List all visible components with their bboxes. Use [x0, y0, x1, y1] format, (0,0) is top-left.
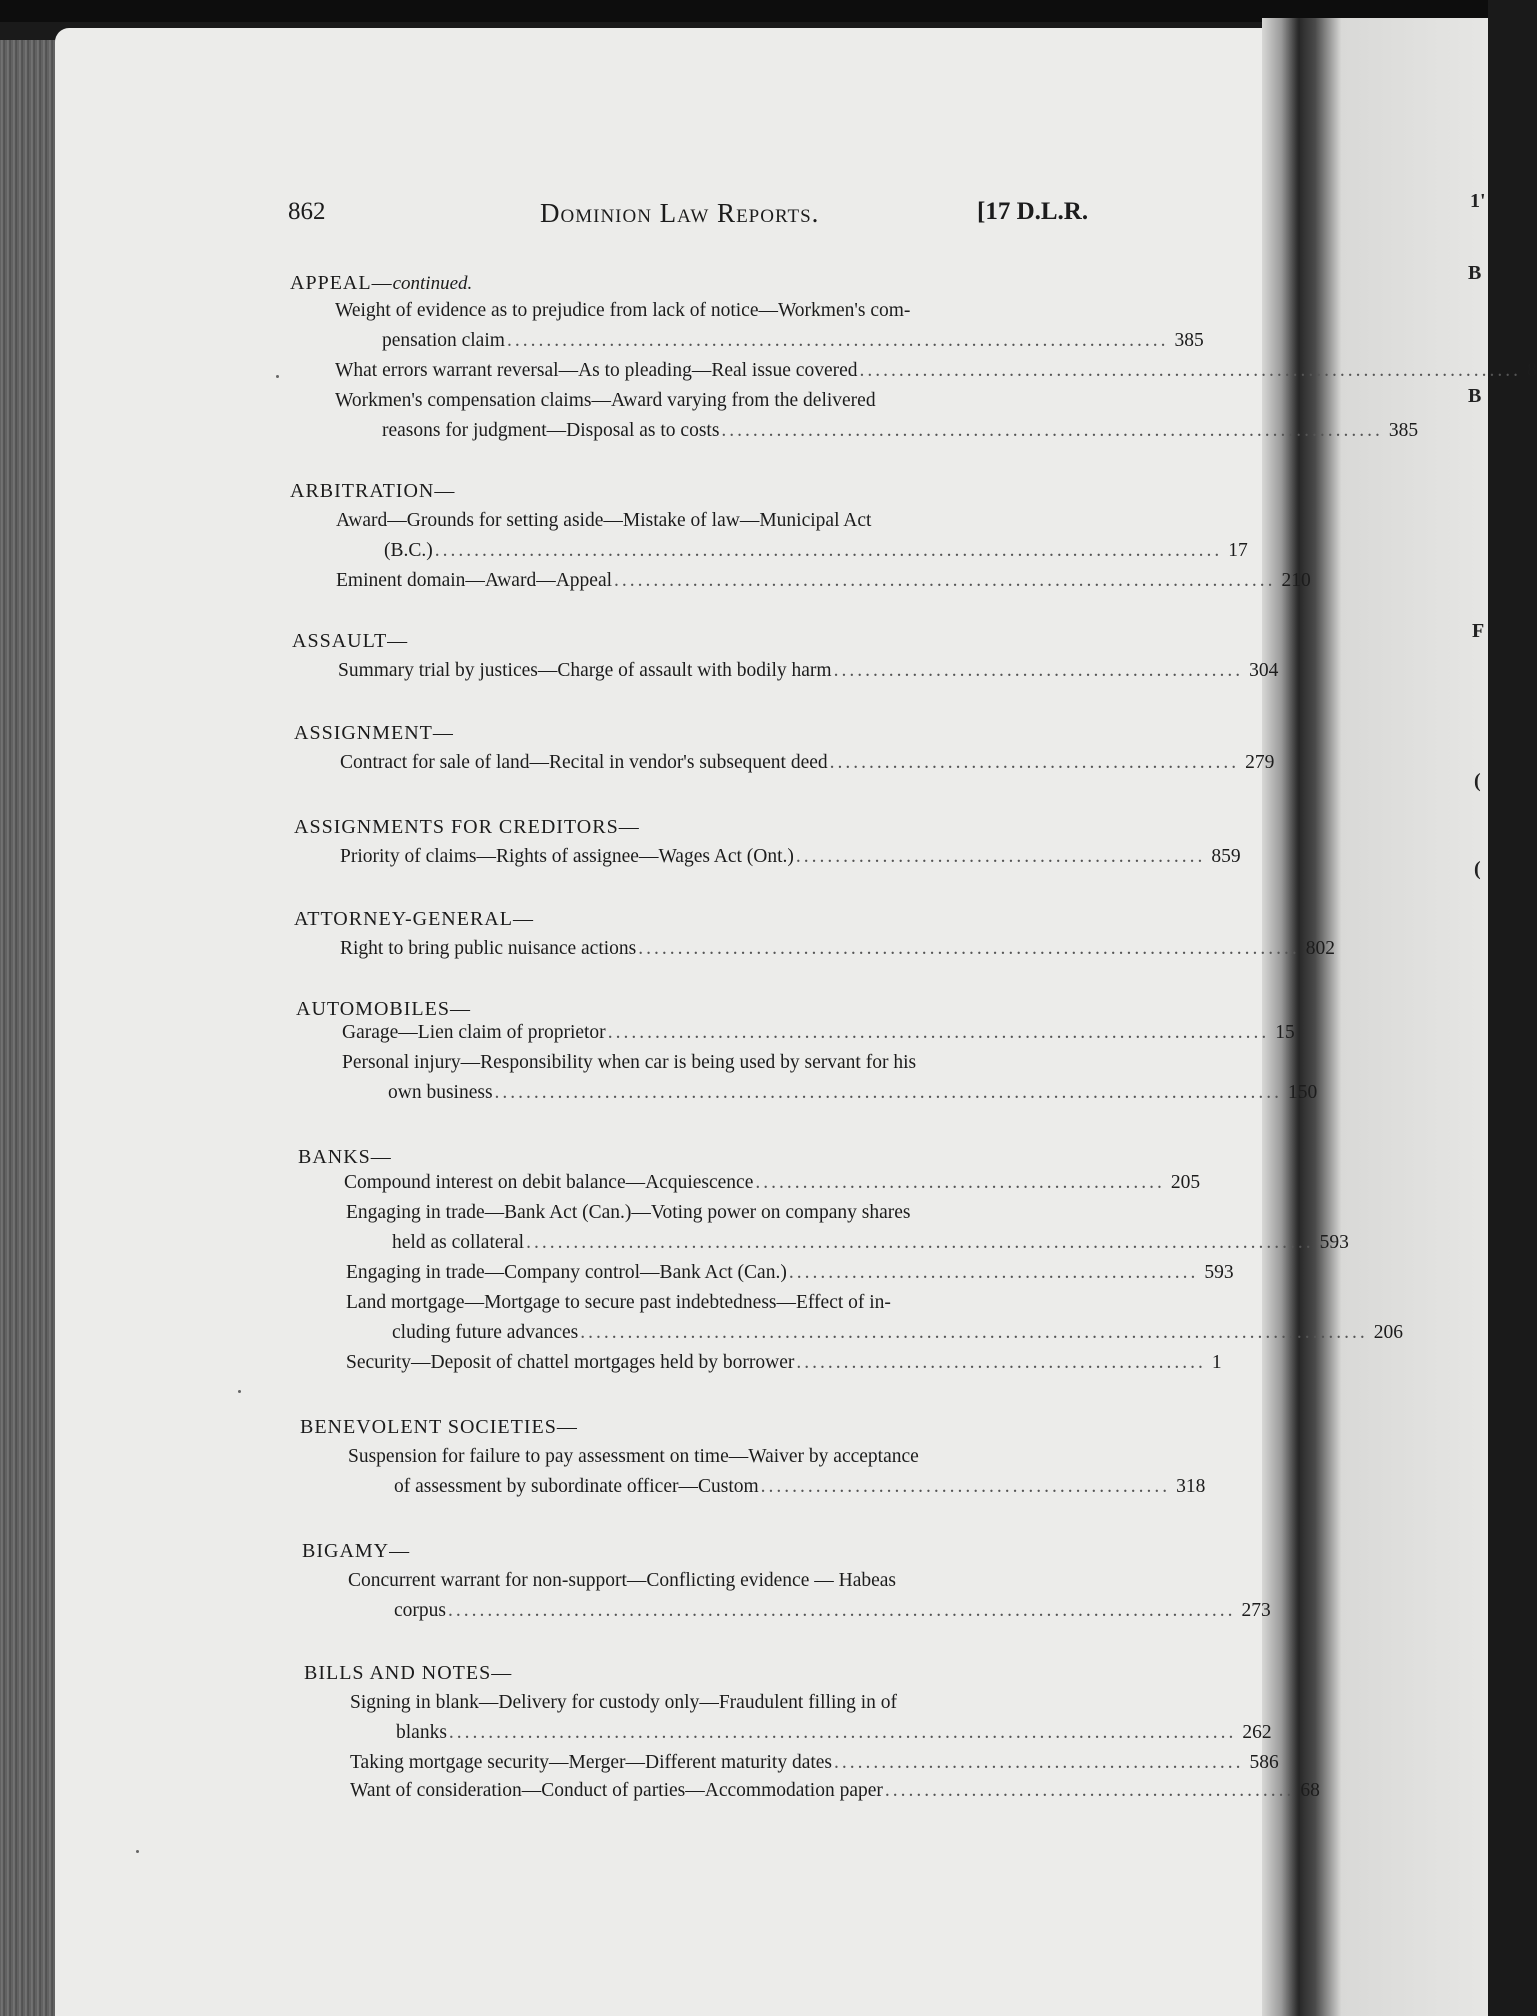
index-entry-line: Land mortgage—Mortgage to secure past indebtedness—Effect of in- — [346, 1292, 891, 1313]
index-heading-banks: BANKS— — [298, 1146, 392, 1168]
index-entry-line: Engaging in trade—Bank Act (Can.)—Voting power on company shares — [346, 1202, 911, 1223]
right-page-letter: ( — [1474, 858, 1481, 880]
index-heading-arbitration: ARBITRATION— — [290, 480, 456, 502]
page-reference: 210 — [1281, 570, 1311, 591]
page-reference: 206 — [1373, 1322, 1404, 1343]
index-heading-assault: ASSAULT— — [292, 630, 409, 652]
heading-text: APPEAL— — [290, 272, 393, 294]
page-reference: 273 — [1241, 1600, 1271, 1621]
index-entry: Taking mortgage security—Merger—Different maturity dates .................................................... 586 — [350, 1752, 1279, 1773]
index-entry: Security—Deposit of chattel mortgages held by borrower .................................................... 1 — [346, 1352, 1222, 1373]
index-entry: Summary trial by justices—Charge of assault with bodily harm .................................................... 304 — [338, 660, 1279, 681]
index-entry-line: Suspension for failure to pay assessment on time—Waiver by acceptance — [348, 1446, 919, 1467]
index-entry: corpus .................................................................................................... 273 — [394, 1600, 1271, 1621]
index-entry: Right to bring public nuisance actions .................................................................................... 802 — [340, 938, 1335, 959]
page-reference: 15 — [1275, 1022, 1295, 1043]
index-entry: Garage—Lien claim of proprietor .................................................................................... 15 — [342, 1022, 1295, 1043]
index-heading-benevolent-societies: BENEVOLENT SOCIETIES— — [300, 1416, 578, 1438]
index-entry: Compound interest on debit balance—Acquiescence .................................................... 205 — [344, 1172, 1201, 1193]
page-reference: 8 — [1527, 360, 1537, 381]
index-heading-bills-and-notes: BILLS AND NOTES— — [304, 1662, 513, 1684]
index-heading-automobiles: AUTOMOBILES— — [296, 998, 471, 1020]
page-reference: 593 — [1204, 1262, 1234, 1283]
index-entry: Want of consideration—Conduct of parties—Accommodation paper .................................................... 68 — [350, 1780, 1320, 1801]
page-reference: 593 — [1319, 1232, 1349, 1253]
index-heading-bigamy: BIGAMY— — [302, 1540, 411, 1562]
page-reference: 586 — [1249, 1752, 1279, 1773]
continued-label: continued. — [392, 273, 473, 294]
index-entry-line: Award—Grounds for setting aside—Mistake of law—Municipal Act — [336, 510, 872, 531]
index-heading-assignments-for-creditors: ASSIGNMENTS FOR CREDITORS— — [294, 816, 640, 838]
index-entry: pensation claim .................................................................................... 385 — [382, 330, 1204, 351]
index-entry-line: Personal injury—Responsibility when car is being used by servant for his — [342, 1052, 917, 1073]
index-entry: cluding future advances .................................................................................................... 206 — [392, 1322, 1404, 1343]
page-reference: 1 — [1211, 1352, 1222, 1373]
page-reference: 17 — [1228, 540, 1248, 561]
page-reference: 318 — [1176, 1476, 1206, 1497]
running-title: Dominion Law Reports. — [540, 198, 820, 228]
right-page-letter: 1' — [1470, 190, 1486, 212]
index-entry: What errors warrant reversal—As to pleading—Real issue covered .................................................................................... 8 — [335, 360, 1537, 381]
index-heading-attorney-general: ATTORNEY-GENERAL— — [294, 908, 534, 930]
page-reference: 262 — [1242, 1722, 1272, 1743]
page-reference: 150 — [1288, 1082, 1318, 1103]
index-entry: Eminent domain—Award—Appeal .................................................................................... 210 — [336, 570, 1311, 591]
right-page-letter: F — [1472, 620, 1485, 642]
index-entry-line: Concurrent warrant for non-support—Conflicting evidence — Habeas — [348, 1570, 896, 1591]
index-entry-line: Weight of evidence as to prejudice from lack of notice—Workmen's com- — [335, 300, 911, 321]
index-entry: Priority of claims—Rights of assignee—Wages Act (Ont.) .................................................... 859 — [340, 846, 1241, 867]
index-entry: held as collateral .................................................................................................... 593 — [392, 1232, 1349, 1253]
page-number: 862 — [288, 198, 326, 225]
index-entry: Engaging in trade—Company control—Bank Act (Can.) .................................................... 593 — [346, 1262, 1234, 1283]
index-entry: (B.C.) .................................................................................................... 17 — [384, 540, 1248, 561]
page-reference: 385 — [1174, 330, 1204, 351]
volume-reference: [17 D.L.R. — [977, 198, 1089, 225]
right-page-letter: B — [1468, 262, 1482, 284]
index-entry-line: Signing in blank—Delivery for custody only—Fraudulent filling in of — [350, 1692, 898, 1713]
index-entry-line: Workmen's compensation claims—Award varying from the delivered — [335, 390, 876, 411]
right-page-letter: ( — [1474, 770, 1481, 792]
index-entry: reasons for judgment—Disposal as to costs .................................................................................... 385 — [382, 420, 1419, 441]
page-reference: 304 — [1249, 660, 1279, 681]
page-reference: 279 — [1245, 752, 1275, 773]
page-reference: 859 — [1211, 846, 1241, 867]
index-heading-assignment: ASSIGNMENT— — [294, 722, 454, 744]
index-entry: Contract for sale of land—Recital in vendor's subsequent deed .................................................... 279 — [340, 752, 1275, 773]
page-reference: 802 — [1305, 938, 1335, 959]
right-page-letter: B — [1468, 385, 1482, 407]
index-entry: own business .................................................................................................... 150 — [388, 1082, 1318, 1103]
page-reference: 385 — [1388, 420, 1419, 441]
index-heading-appeal — [290, 272, 472, 295]
index-entry: blanks .................................................................................................... 262 — [396, 1722, 1272, 1743]
page-reference: 205 — [1170, 1172, 1201, 1193]
page-reference: 68 — [1300, 1780, 1320, 1801]
index-entry: of assessment by subordinate officer—Custom .................................................... 318 — [394, 1476, 1206, 1497]
